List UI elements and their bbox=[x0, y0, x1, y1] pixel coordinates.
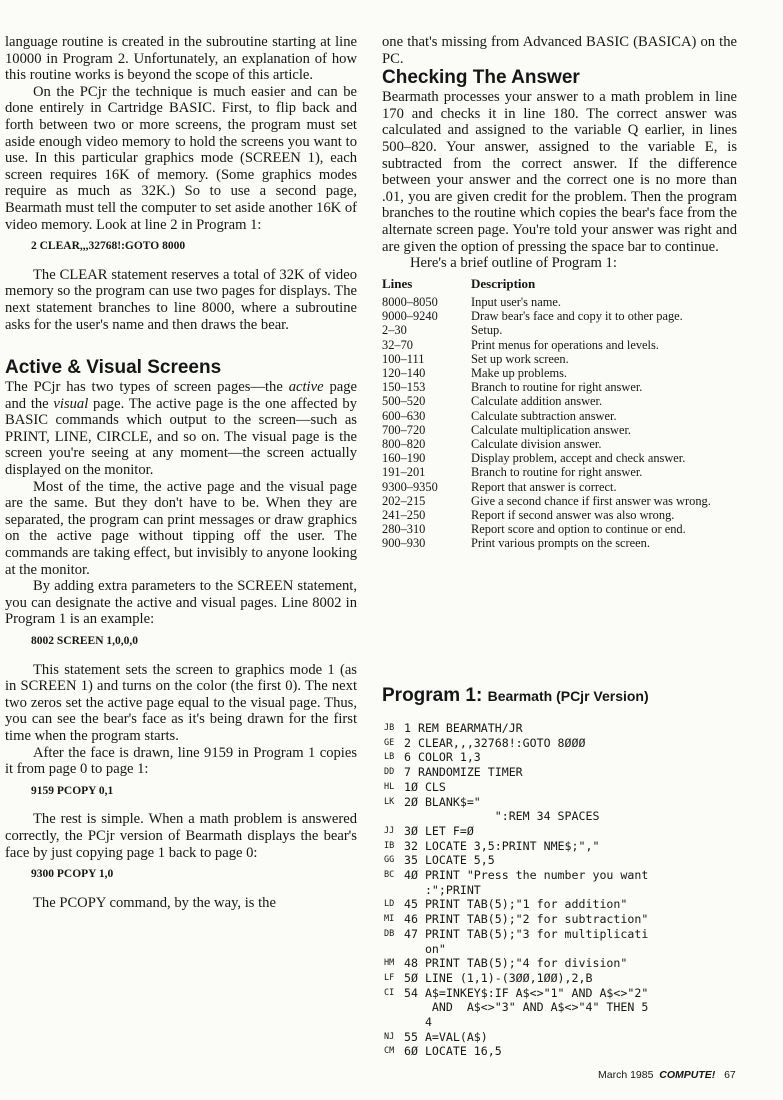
code-line bbox=[384, 912, 648, 927]
code-example: 2 CLEAR,,,32768!:GOTO 8000 bbox=[31, 240, 186, 253]
code-text: 55 A=VAL(A$) bbox=[404, 1029, 488, 1044]
checksum: LD bbox=[384, 899, 395, 910]
paragraph: language routine is created in the subroutine starting at line 10000 in Program 2. Unfortunately, an explanation of how this routine works is beyond the scope of this article. bbox=[5, 34, 357, 84]
code-line bbox=[384, 750, 648, 765]
table-row bbox=[382, 536, 711, 550]
table-row bbox=[382, 522, 711, 536]
line-range: 600–630 bbox=[382, 408, 426, 423]
code-text: 2 CLEAR,,,32768!:GOTO 8ØØØ bbox=[404, 735, 586, 750]
code-text: 45 PRINT TAB(5);"1 for addition" bbox=[404, 897, 628, 912]
program-title: Program 1: Bearmath (PCjr Version) bbox=[382, 685, 649, 706]
line-range: 8000–8050 bbox=[382, 294, 438, 309]
right-column bbox=[382, 34, 737, 551]
code-line bbox=[384, 956, 648, 971]
checksum: HL bbox=[384, 781, 395, 792]
paragraph: Most of the time, the active page and the visual page are the same. But they don't have to be. When they are separated, the program can print messages or draw graphics on the active page without tipping off the user. The commands are taking effect, but invisibly to anyone looking at the monitor. bbox=[5, 478, 357, 578]
table-row bbox=[382, 338, 711, 352]
table-row bbox=[382, 508, 711, 522]
paragraph: Bearmath processes your answer to a math problem in line 170 and checks it in line 180. The correct answer was calculated and assigned to the variable Q earlier, in lines 500–820. Your answer, assigned to the variable E, is subtracted from the correct answer. If the difference between your answer and the correct one is no more than .01, you are given credit for the problem. Then the program branches to the routine which copies the bear's face from the alternate screen page. You're told your answer was right and are given the option of pressing the space bar to continue. bbox=[382, 89, 737, 255]
line-description: Print various prompts on the screen. bbox=[471, 536, 650, 551]
checksum: JJ bbox=[384, 825, 395, 836]
checksum: MI bbox=[384, 914, 395, 925]
code-text: on" bbox=[404, 941, 446, 956]
code-text: ":REM 34 SPACES bbox=[404, 809, 600, 824]
issue-date: March 1985 bbox=[598, 1069, 654, 1081]
line-range: 202–215 bbox=[382, 493, 426, 508]
column-header: Lines bbox=[382, 275, 413, 291]
paragraph: Here's a brief outline of Program 1: bbox=[410, 255, 617, 272]
code-text: 5Ø LINE (1,1)-(3ØØ,1ØØ),2,B bbox=[404, 970, 593, 985]
code-line bbox=[384, 824, 648, 839]
checksum: DB bbox=[384, 928, 395, 939]
code-text: 35 LOCATE 5,5 bbox=[404, 853, 495, 868]
checksum: CI bbox=[384, 987, 395, 998]
paragraph: This statement sets the screen to graphics mode 1 (as in SCREEN 1) and turns on the color (the first 0). The next two zeros set the active page equal to the visual page. Thus, you can see the bear's face as it's being drawn for the first time when the program starts. bbox=[5, 661, 357, 744]
code-line bbox=[384, 765, 648, 780]
code-example: 8002 SCREEN 1,0,0,0 bbox=[31, 635, 139, 647]
code-text: 3Ø LET F=Ø bbox=[404, 823, 474, 838]
table-row bbox=[382, 409, 711, 423]
line-range: 120–140 bbox=[382, 365, 426, 380]
line-range: 160–190 bbox=[382, 451, 426, 466]
line-description: Draw bear's face and copy it to other page. bbox=[471, 309, 683, 324]
line-description: Make up problems. bbox=[471, 365, 568, 380]
line-range: 2–30 bbox=[382, 323, 407, 338]
line-description: Calculate multiplication answer. bbox=[471, 422, 632, 437]
code-text: AND A$<>"3" AND A$<>"4" THEN 5 bbox=[404, 1000, 649, 1015]
paragraph: The CLEAR statement reserves a total of 32K of video memory so the program can use two pages for displays. The next statement branches to line 8000, where a subroutine asks for the user's name and then draws the bear. bbox=[5, 266, 357, 333]
code-line bbox=[384, 839, 648, 854]
line-range: 500–520 bbox=[382, 394, 426, 409]
code-line bbox=[384, 1000, 648, 1015]
code-text: :";PRINT bbox=[404, 882, 481, 897]
code-text: 48 PRINT TAB(5);"4 for division" bbox=[404, 956, 628, 971]
code-line bbox=[384, 795, 648, 810]
line-range: 700–720 bbox=[382, 422, 426, 437]
checksum: NJ bbox=[384, 1031, 395, 1042]
checksum: BC bbox=[384, 870, 395, 881]
code-line bbox=[384, 1015, 648, 1030]
checksum: GE bbox=[384, 737, 395, 748]
line-description: Display problem, accept and check answer. bbox=[471, 451, 686, 466]
table-row bbox=[382, 451, 711, 465]
checksum bbox=[384, 1000, 404, 1015]
line-range: 900–930 bbox=[382, 536, 426, 551]
table-row bbox=[382, 352, 711, 366]
table-row bbox=[382, 465, 711, 479]
checksum bbox=[384, 1015, 404, 1030]
line-description: Branch to routine for right answer. bbox=[471, 465, 643, 480]
table-row bbox=[382, 323, 711, 337]
code-text: 1Ø CLS bbox=[404, 779, 446, 794]
line-range: 241–250 bbox=[382, 507, 426, 522]
line-description: Branch to routine for right answer. bbox=[471, 380, 643, 395]
checksum: IB bbox=[384, 840, 395, 851]
section-heading-checking-answer: Checking The Answer bbox=[382, 67, 580, 89]
code-text: 46 PRINT TAB(5);"2 for subtraction" bbox=[404, 912, 649, 927]
line-description: Set up work screen. bbox=[471, 351, 569, 366]
line-description: Setup. bbox=[471, 323, 503, 338]
table-row bbox=[382, 309, 711, 323]
code-text: 2Ø BLANK$=" bbox=[404, 794, 481, 809]
table-row bbox=[382, 380, 711, 394]
checksum: LK bbox=[384, 796, 395, 807]
line-description: Input user's name. bbox=[471, 294, 561, 309]
code-line bbox=[384, 1044, 648, 1059]
line-range: 9000–9240 bbox=[382, 309, 438, 324]
section-heading-active-visual: Active & Visual Screens bbox=[5, 357, 222, 379]
left-column bbox=[5, 34, 357, 911]
code-line bbox=[384, 736, 648, 751]
line-description: Print menus for operations and levels. bbox=[471, 337, 659, 352]
code-line bbox=[384, 1030, 648, 1045]
code-line bbox=[384, 897, 648, 912]
code-line bbox=[384, 986, 648, 1001]
paragraph: The PCjr has two types of screen pages—the active page and the visual page. The active page is the one affected by BASIC commands which output to the screen—such as PRINT, LINE, CIRCLE, and so on. The visual page is the screen you're seeing at any moment—the screen actually displayed on the monitor. bbox=[5, 379, 357, 479]
checksum bbox=[384, 809, 404, 824]
code-line bbox=[384, 809, 648, 824]
checksum bbox=[384, 942, 404, 957]
paragraph: The PCOPY command, by the way, is the bbox=[33, 894, 276, 911]
checksum: CM bbox=[384, 1046, 395, 1057]
code-example: 9300 PCOPY 1,0 bbox=[31, 868, 114, 881]
code-example: 9159 PCOPY 0,1 bbox=[31, 784, 114, 797]
table-row bbox=[382, 437, 711, 451]
table-row bbox=[382, 295, 711, 309]
line-range: 280–310 bbox=[382, 522, 426, 537]
page-number: 67 bbox=[724, 1069, 736, 1081]
line-description: Calculate subtraction answer. bbox=[471, 408, 617, 423]
magazine-name: COMPUTE! bbox=[659, 1069, 716, 1081]
line-description: Report score and option to continue or end. bbox=[471, 522, 686, 537]
table-row bbox=[382, 494, 711, 508]
checksum: DD bbox=[384, 767, 395, 778]
code-text: 1 REM BEARMATH/JR bbox=[404, 721, 523, 735]
paragraph: On the PCjr the technique is much easier and can be done entirely in Cartridge BASIC. First, to flip back and forth between two or more screens, the program must set aside enough video memory to hold the screens you want to use. In this particular graphics mode (SCREEN 1), each screen requires 16K of memory. (Some graphics modes require as much as 32K.) So to use a second page, Bearmath must tell the computer to set aside another 16K of video memory. Look at line 2 in Program 1: bbox=[5, 83, 357, 233]
code-text: 32 LOCATE 3,5:PRINT NME$;"," bbox=[404, 838, 600, 853]
column-header: Description bbox=[471, 275, 536, 291]
code-text: 6Ø LOCATE 16,5 bbox=[404, 1044, 502, 1059]
checksum: LB bbox=[384, 752, 395, 763]
paragraph: By adding extra parameters to the SCREEN statement, you can designate the active and visual pages. Line 8002 in Program 1 is an example: bbox=[5, 578, 357, 628]
code-line bbox=[384, 721, 648, 736]
code-text: 4 bbox=[404, 1015, 432, 1030]
line-range: 32–70 bbox=[382, 337, 413, 352]
paragraph: After the face is drawn, line 9159 in Program 1 copies it from page 0 to page 1: bbox=[5, 744, 357, 778]
code-text: 54 A$=INKEY$:IF A$<>"1" AND A$<>"2" bbox=[404, 985, 649, 1000]
code-line bbox=[384, 853, 648, 868]
line-description: Report if second answer was also wrong. bbox=[471, 507, 675, 522]
code-line bbox=[384, 883, 648, 898]
checksum: LF bbox=[384, 972, 395, 983]
line-range: 191–201 bbox=[382, 465, 426, 480]
line-range: 9300–9350 bbox=[382, 479, 438, 494]
checksum bbox=[384, 883, 404, 898]
code-line bbox=[384, 942, 648, 957]
table-row bbox=[382, 480, 711, 494]
outline-table bbox=[382, 277, 711, 551]
checksum: JB bbox=[384, 723, 395, 733]
line-description: Give a second chance if first answer was wrong. bbox=[471, 493, 711, 508]
line-description: Calculate addition answer. bbox=[471, 394, 603, 409]
paragraph: The rest is simple. When a math problem is answered correctly, the PCjr version of Bearmath displays the bear's face by just copying page 1 back to page 0: bbox=[5, 811, 357, 861]
code-text: 47 PRINT TAB(5);"3 for multiplicati bbox=[404, 926, 649, 941]
program-listing bbox=[384, 721, 648, 1059]
line-description: Calculate division answer. bbox=[471, 436, 602, 451]
code-text: 6 COLOR 1,3 bbox=[404, 750, 481, 765]
paragraph: one that's missing from Advanced BASIC (BASICA) on the PC. bbox=[382, 34, 737, 67]
line-range: 150–153 bbox=[382, 380, 426, 395]
code-text: 4Ø PRINT "Press the number you want bbox=[404, 868, 649, 883]
table-row bbox=[382, 394, 711, 408]
outline-rows bbox=[382, 295, 711, 551]
table-row bbox=[382, 423, 711, 437]
line-description: Report that answer is correct. bbox=[471, 479, 617, 494]
code-line bbox=[384, 780, 648, 795]
page-footer bbox=[598, 1069, 736, 1081]
table-row bbox=[382, 366, 711, 380]
checksum: HM bbox=[384, 958, 395, 969]
code-line bbox=[384, 868, 648, 883]
line-range: 100–111 bbox=[382, 351, 425, 366]
line-range: 800–820 bbox=[382, 436, 426, 451]
code-line bbox=[384, 971, 648, 986]
code-line bbox=[384, 927, 648, 942]
checksum: GG bbox=[384, 855, 395, 866]
code-text: 7 RANDOMIZE TIMER bbox=[404, 765, 523, 780]
